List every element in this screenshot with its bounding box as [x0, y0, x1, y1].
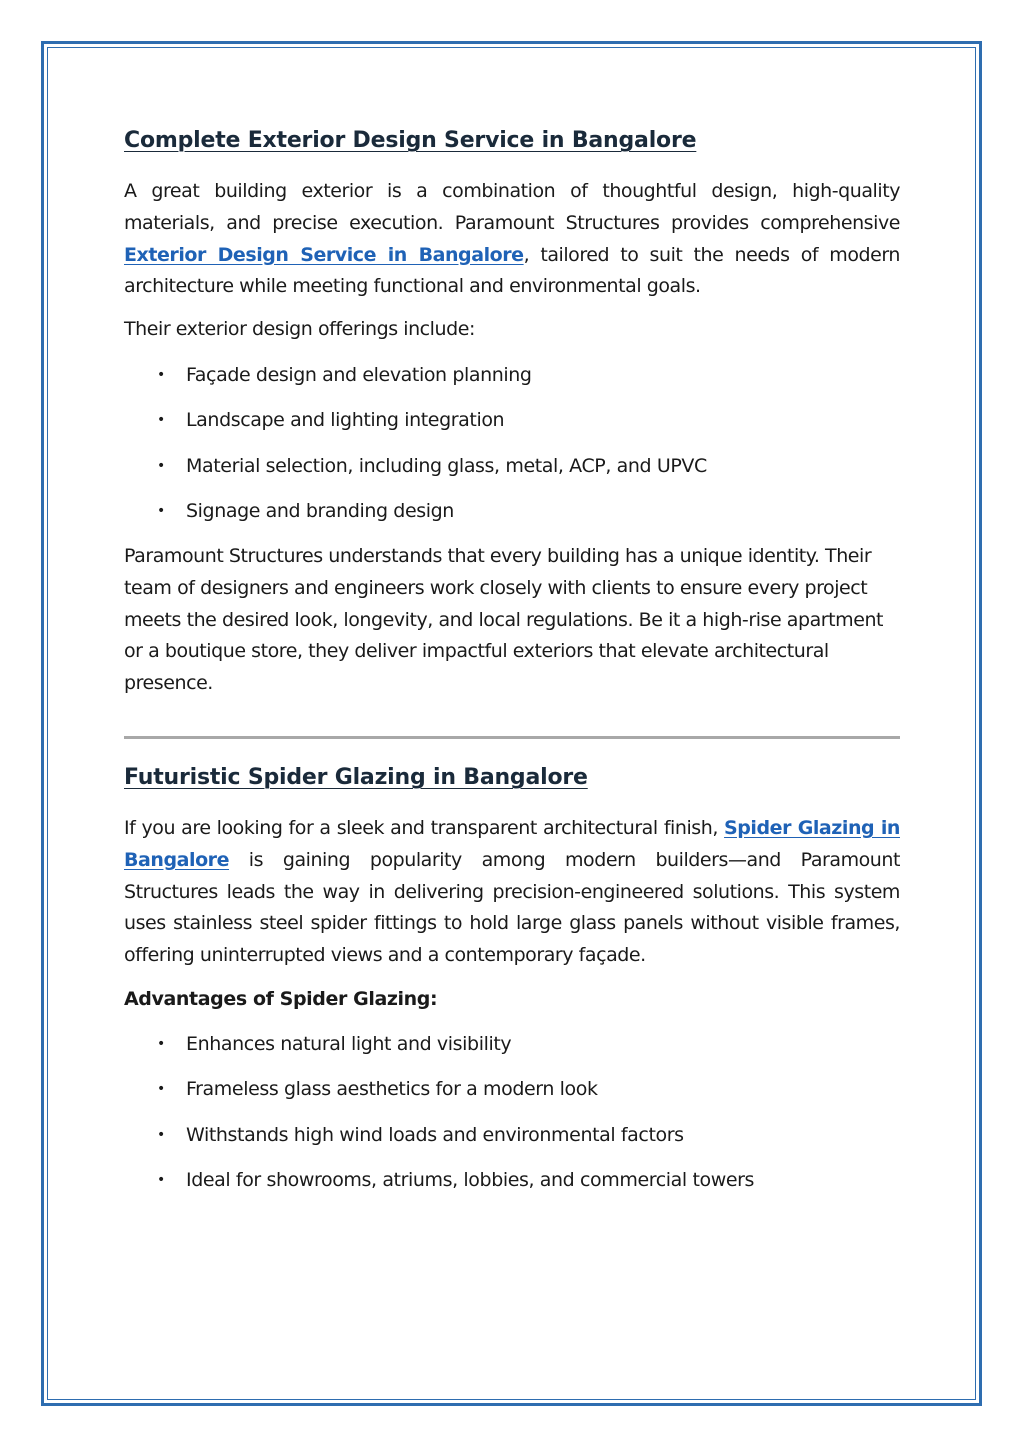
list-item-text: Withstands high wind loads and environmental factors [186, 1123, 684, 1146]
document-content [124, 124, 900, 1210]
list-item [124, 450, 900, 496]
spider-glazing-link[interactable]: Spider Glazing in Bangalore [124, 816, 900, 871]
spider-glazing-paragraph [124, 813, 900, 972]
exterior-design-service-link[interactable]: Exterior Design Service in Bangalore [124, 243, 524, 266]
bullet-icon: • [157, 457, 165, 474]
paragraph-text: , tailored to suit the needs of modern architecture while meeting functional and environmental goals. [124, 243, 900, 298]
list-item-text: Enhances natural light and visibility [186, 1032, 512, 1055]
bullet-icon: • [157, 1081, 165, 1098]
paragraph-text: A great building exterior is a combination of thoughtful design, high-quality materials, and precise execution. Paramount Structures provides comprehensive [124, 180, 900, 234]
bullet-icon: • [157, 366, 165, 383]
list-item-text: Façade design and elevation planning [186, 363, 532, 386]
section-divider [124, 736, 900, 739]
bullet-icon: • [157, 412, 165, 429]
list-item [124, 404, 900, 450]
section-title-spider-glazing: Futuristic Spider Glazing in Bangalore [124, 764, 588, 790]
list-item-text: Landscape and lighting integration [186, 409, 505, 432]
offerings-intro: Their exterior design offerings include: [124, 318, 475, 341]
advantages-heading: Advantages of Spider Glazing: [124, 987, 438, 1010]
section-title-exterior-design: Complete Exterior Design Service in Bangalore [124, 128, 697, 153]
identity-paragraph: Paramount Structures understands that every building has a unique identity. Their team of designers and engineers work closely with clients to ensure every project meets the desired look, longevity, and local regulations. Be it a high-rise apartment or a boutique store, they deliver impactful exteriors that elevate architectural presence. [124, 544, 884, 695]
list-item-text: Material selection, including glass, metal, ACP, and UPVC [186, 454, 707, 477]
list-item-text: Frameless glass aesthetics for a modern look [186, 1078, 598, 1101]
list-item [124, 495, 900, 541]
list-item [124, 359, 900, 405]
bullet-icon: • [157, 1172, 165, 1189]
list-item [124, 1028, 900, 1074]
list-item-text: Signage and branding design [186, 500, 454, 523]
bullet-icon: • [157, 1126, 165, 1143]
list-item [124, 1164, 900, 1210]
advantages-list [124, 1028, 900, 1210]
list-item [124, 1073, 900, 1119]
paragraph-text: If you are looking for a sleek and transparent architectural finish, [124, 816, 725, 839]
offerings-list [124, 359, 900, 541]
list-item-text: Ideal for showrooms, atriums, lobbies, and commercial towers [186, 1169, 755, 1192]
paragraph-text: is gaining popularity among modern builders—and Paramount Structures leads the way in delivering precision-engineered solutions. This system uses stainless steel spider fittings to hold large glass panels without visible frames, offering uninterrupted views and a contemporary façade. [124, 848, 900, 967]
exterior-design-paragraph [124, 176, 900, 303]
bullet-icon: • [157, 1035, 165, 1052]
list-item [124, 1119, 900, 1165]
bullet-icon: • [157, 503, 165, 520]
